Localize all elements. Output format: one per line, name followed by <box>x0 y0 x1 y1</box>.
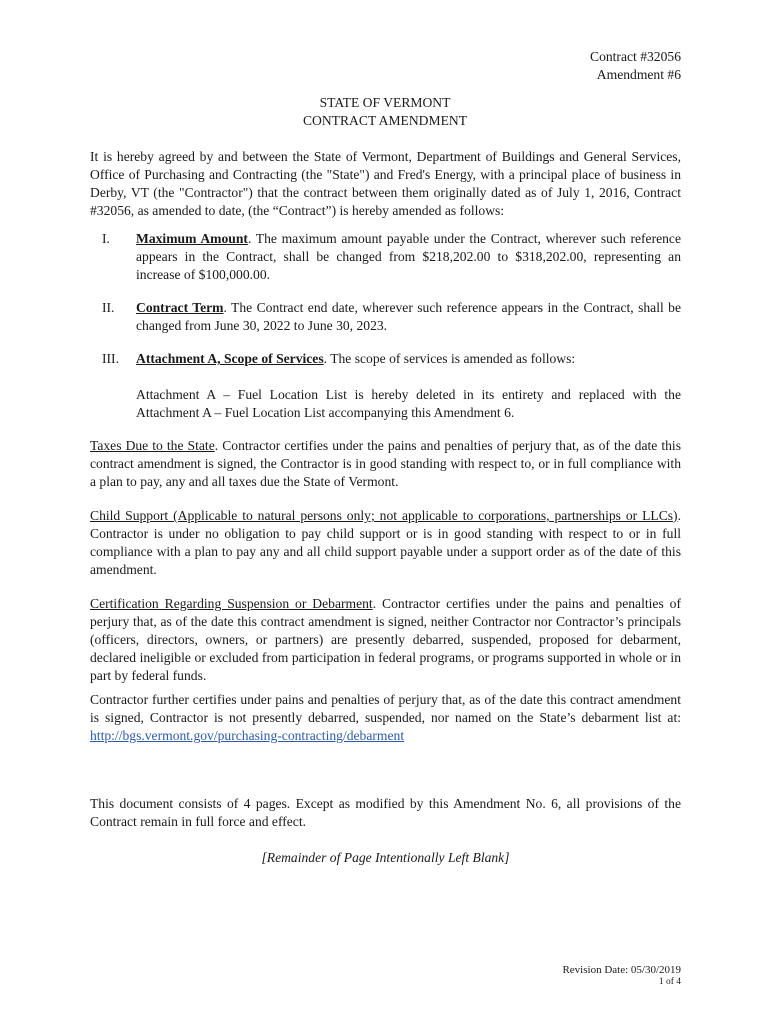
debarment-list-link[interactable]: http://bgs.vermont.gov/purchasing-contracting/debarment <box>90 728 405 743</box>
amendment-number: Amendment #6 <box>596 67 681 82</box>
item-heading: Contract Term <box>136 300 224 315</box>
closing-paragraph: This document consists of 4 pages. Except as modified by this Amendment No. 6, all provisions of the Contract remain in full force and effect. <box>90 796 681 829</box>
page-number: 1 of 4 <box>658 977 681 987</box>
document-title <box>0 94 770 130</box>
item-text: . The maximum amount payable under the Contract, wherever such reference appears in the Contract, shall be changed from $218,202.00 to $318,202.00, representing an increase of $100,000.00. <box>136 231 681 282</box>
contract-number: Contract #32056 <box>590 49 681 64</box>
contract-reference <box>590 48 681 84</box>
taxes-text: . Contractor certifies under the pains and penalties of perjury that, as of the date this contract amendment is signed, the Contractor is in good standing with respect to, or in full compliance with a plan to pay, any and all taxes due the State of Vermont. <box>90 438 681 489</box>
taxes-paragraph <box>90 437 681 491</box>
item-heading: Attachment A, Scope of Services <box>136 351 324 366</box>
intro-paragraph: It is hereby agreed by and between the State of Vermont, Department of Buildings and General Services, Office of Purchasing and Contracting (the "State") and Fred's Energy, with a principal place of business in Derby, VT (the "Contractor") that the contract between them originally dated as of July 1, 2016, Contract #32056, as amended to date, (the “Contract”) is hereby amended as follows: <box>90 149 681 218</box>
debarment-heading: Certification Regarding Suspension or Debarment <box>90 596 373 611</box>
item-number: II. <box>102 300 115 315</box>
child-support-text: . Contractor is under no obligation to pay child support or is in good standing with respect to or in full compliance with a plan to pay any and all child support payable under a support order as of the date of this amendment. <box>90 508 681 577</box>
further-certification-paragraph <box>90 691 681 745</box>
item-number: I. <box>102 231 110 246</box>
document-body <box>90 148 681 867</box>
title-line-2: CONTRACT AMENDMENT <box>302 113 467 128</box>
item-text: . The Contract end date, wherever such reference appears in the Contract, shall be changed from June 30, 2022 to June 30, 2023. <box>136 300 681 333</box>
item-number: III. <box>102 351 119 366</box>
page-footer <box>562 964 681 988</box>
revision-date: Revision Date: 05/30/2019 <box>562 964 681 976</box>
amendment-item-3 <box>90 350 681 422</box>
child-support-paragraph <box>90 507 681 579</box>
child-support-heading: Child Support (Applicable to natural persons only; not applicable to corporations, partnerships or LLCs) <box>90 508 678 523</box>
blank-page-note: [Remainder of Page Intentionally Left Blank] <box>261 850 510 865</box>
title-line-1: STATE OF VERMONT <box>319 95 451 110</box>
debarment-text: . Contractor certifies under the pains and penalties of perjury that, as of the date this contract amendment is signed, neither Contractor nor Contractor’s principals (officers, directors, owners, or partners) are presently debarred, suspended, proposed for debarment, declared ineligible or excluded from participation in federal programs, or programs supported in whole or in part by federal funds. <box>90 596 681 683</box>
debarment-paragraph <box>90 595 681 685</box>
item-heading: Maximum Amount <box>136 231 248 246</box>
amendment-item-1 <box>90 230 681 284</box>
taxes-heading: Taxes Due to the State <box>90 438 215 453</box>
item-text: . The scope of services is amended as follows: <box>323 351 576 366</box>
further-text: Contractor further certifies under pains and penalties of perjury that, as of the date this contract amendment is signed, Contractor is not presently debarred, suspended, nor named on the State’s debarment list at: <box>90 692 681 725</box>
amendment-item-2 <box>90 299 681 335</box>
item-subtext: Attachment A – Fuel Location List is hereby deleted in its entirety and replaced with the Attachment A – Fuel Location List accompanying this Amendment 6. <box>136 387 681 420</box>
